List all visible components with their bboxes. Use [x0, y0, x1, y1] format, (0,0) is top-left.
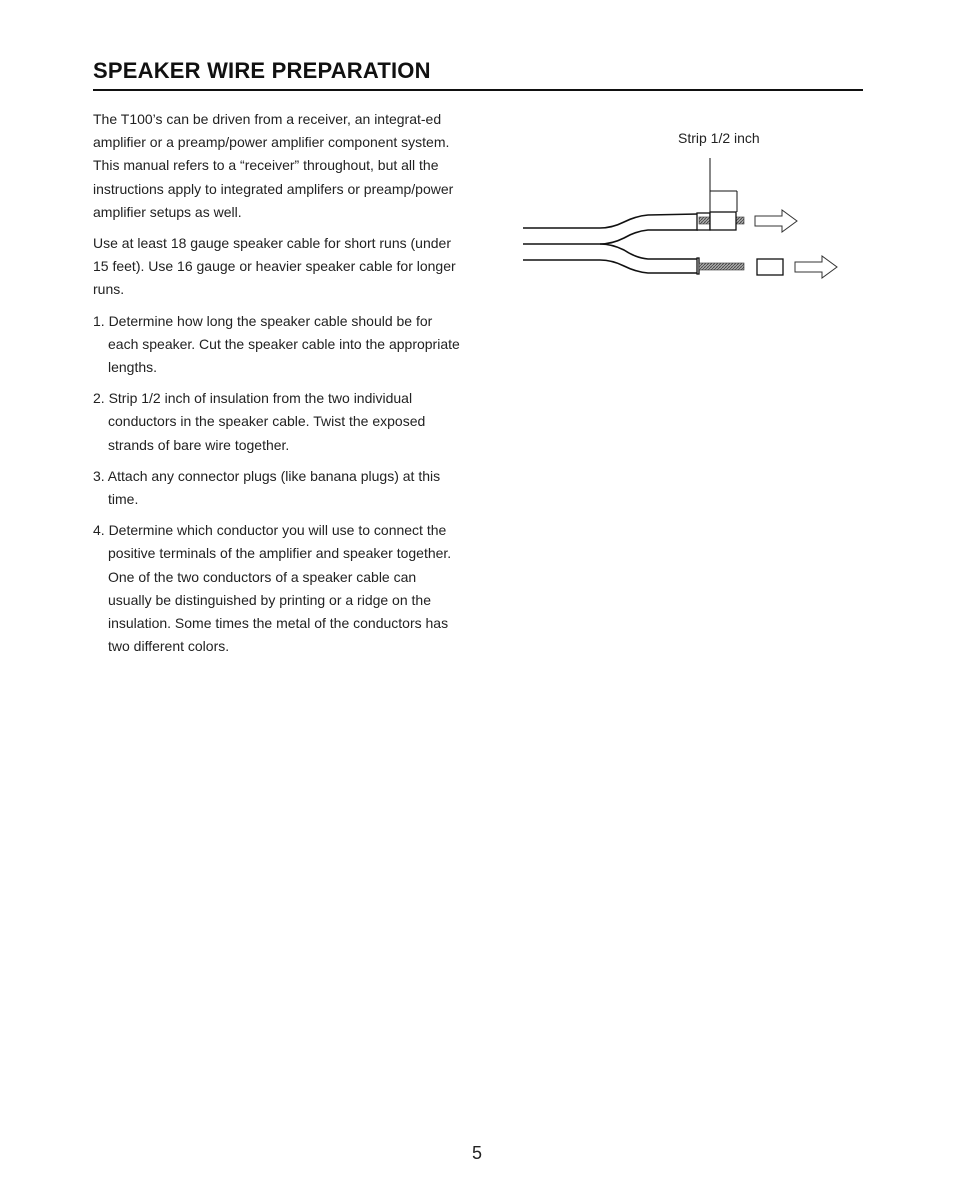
cable-gauge-paragraph: Use at least 18 gauge speaker cable for short runs (under 15 feet). Use 16 gauge or heavier speaker cable for longer runs. — [93, 235, 456, 298]
upper-conductor — [523, 213, 710, 244]
insulation-sleeve-lower — [757, 259, 783, 275]
arrow-right-icon — [755, 210, 797, 232]
arrow-right-icon — [795, 256, 837, 278]
step-item: 4. Determine which conductor you will use to connect the positive terminals of the amplifier and speaker together. One of the two conductors of a speaker cable can usually be distinguished by printing or a ridge on the insulation. Some times the metal of the conductors has two different colors. — [93, 522, 452, 655]
page-number: 5 — [471, 1143, 482, 1163]
strip-bracket — [710, 158, 737, 212]
strip-length-caption: Strip 1/2 inch — [678, 130, 760, 146]
instructions-column — [93, 108, 463, 666]
step-item: 2. Strip 1/2 inch of insulation from the two individual conductors in the speaker cable. Twist the exposed strands of bare wire together. — [93, 390, 426, 453]
insulation-sleeve-upper — [710, 212, 736, 230]
exposed-strands-lower — [699, 263, 744, 270]
title-rule — [93, 89, 863, 91]
step-item: 1. Determine how long the speaker cable should be for each speaker. Cut the speaker cable into the appropriate lengths. — [93, 312, 460, 376]
page-title: SPEAKER WIRE PREPARATION — [93, 58, 431, 83]
step-item: 3. Attach any connector plugs (like banana plugs) at this time. — [93, 467, 441, 508]
steps-list — [93, 310, 463, 659]
intro-paragraph: The T100’s can be driven from a receiver, an integrat-ed amplifier or a preamp/power amplifier component system. This manual refers to a “receiver” throughout, but all the instructions apply to integrated amplifers or preamp/power amplifier setups as well. — [93, 111, 454, 220]
speaker-wire-diagram — [515, 125, 855, 285]
lower-conductor — [523, 244, 699, 274]
